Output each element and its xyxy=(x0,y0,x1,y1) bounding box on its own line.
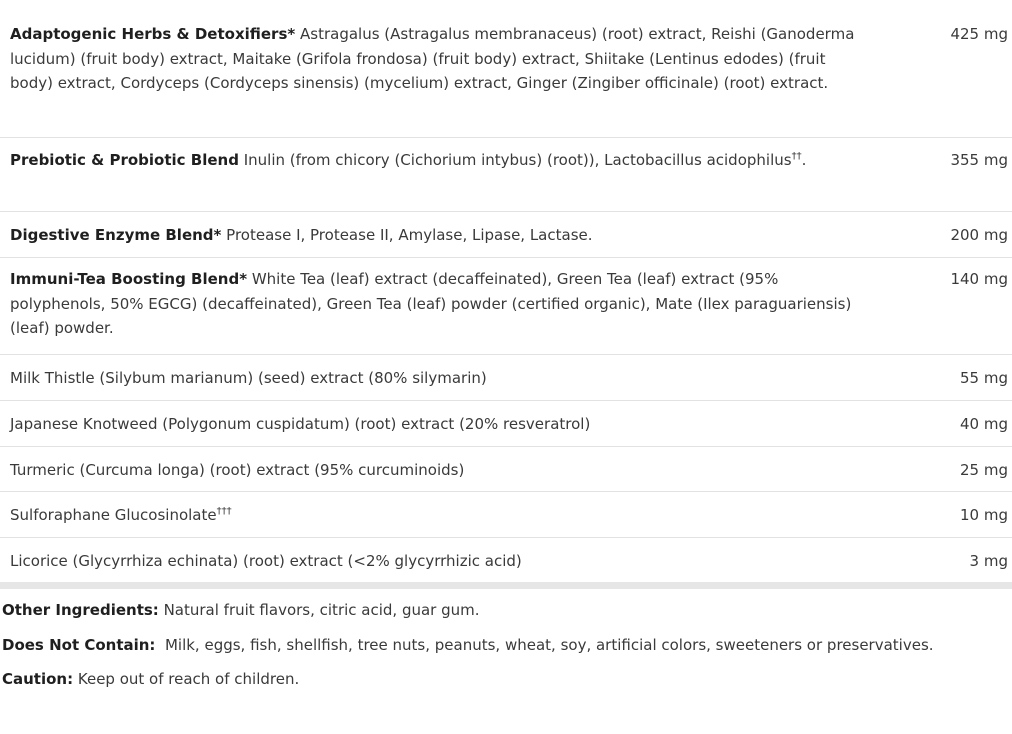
blend-detail: Astragalus (Astragalus membranaceus) (root) extract, Reishi (Ganoderma lucidum) (fruit body) extract, Maitake (Grifola frondosa) (fruit body) extract, Shiitake (Lentinus edodes) (fruit body) extract, Cordyceps (Cordyceps sinensis) (mycelium) extract, Ginger (Zingiber officinale) (root) extract. xyxy=(10,25,855,92)
footnote-marker: †† xyxy=(791,151,802,162)
ingredient-row-turmeric xyxy=(0,447,1012,492)
blend-detail: Inulin (from chicory (Cichorium intybus) (root)), Lactobacillus acidophilus xyxy=(238,151,792,169)
blend-name: Prebiotic & Probiotic Blend xyxy=(10,151,239,169)
other-ingredients xyxy=(2,598,1012,623)
ingredient-amount: 25 mg xyxy=(960,461,1008,479)
ingredient-description xyxy=(0,503,860,528)
ingredient-row-licorice xyxy=(0,538,1012,582)
ingredient-amount: 55 mg xyxy=(960,369,1008,387)
ingredient-amount: 40 mg xyxy=(960,415,1008,433)
ingredient-row-japanese-knotweed xyxy=(0,401,1012,447)
does-not-contain-label: Does Not Contain: xyxy=(2,635,156,654)
blend-detail: Sulforaphane Glucosinolate xyxy=(10,506,217,524)
ingredient-amount: 200 mg xyxy=(950,226,1008,244)
ingredient-description xyxy=(0,148,860,173)
other-ingredients-label: Other Ingredients: xyxy=(2,601,159,619)
ingredient-row-immuni-tea xyxy=(0,258,1012,355)
ingredient-amount: 3 mg xyxy=(969,552,1008,570)
caution-label: Caution: xyxy=(2,670,74,688)
ingredient-description: Licorice (Glycyrrhiza echinata) (root) extract (<2% glycyrrhizic acid) xyxy=(10,552,522,570)
ingredient-description xyxy=(0,22,860,96)
footnote-marker: ††† xyxy=(216,506,232,517)
caution-text: Keep out of reach of children. xyxy=(73,670,300,688)
footnotes xyxy=(0,598,1012,702)
ingredient-amount: 10 mg xyxy=(960,506,1008,524)
ingredient-row-prebiotic xyxy=(0,138,1012,212)
ingredient-amount: 140 mg xyxy=(950,270,1008,288)
does-not-contain xyxy=(2,633,1012,658)
caution xyxy=(2,667,1012,692)
ingredient-row-digestive xyxy=(0,212,1012,258)
does-not-contain-text: Milk, eggs, fish, shellfish, tree nuts, peanuts, wheat, soy, artificial colors, sweeteners or preservatives. xyxy=(155,635,934,654)
blend-detail-tail: . xyxy=(801,151,807,169)
ingredient-description xyxy=(0,223,860,248)
ingredient-row-sulforaphane xyxy=(0,492,1012,538)
ingredient-row-milk-thistle xyxy=(0,355,1012,401)
blend-name: Immuni-Tea Boosting Blend* xyxy=(10,270,248,288)
ingredient-description xyxy=(0,267,860,341)
ingredient-amount: 355 mg xyxy=(950,151,1008,169)
ingredient-description: Milk Thistle (Silybum marianum) (seed) extract (80% silymarin) xyxy=(10,369,487,387)
blend-detail: White Tea (leaf) extract (decaffeinated), Green Tea (leaf) extract (95% polyphenols, 50% EGCG) (decaffeinated), Green Tea (leaf) powder (certified organic), Mate (Ilex paraguariensis) (leaf) powder. xyxy=(10,270,852,337)
ingredient-description: Turmeric (Curcuma longa) (root) extract (95% curcuminoids) xyxy=(10,461,465,479)
ingredient-amount: 425 mg xyxy=(950,25,1008,43)
ingredient-description: Japanese Knotweed (Polygonum cuspidatum) (root) extract (20% resveratrol) xyxy=(10,415,591,433)
ingredient-row-adaptogenic xyxy=(0,0,1012,138)
blend-detail: Protease I, Protease II, Amylase, Lipase, Lactase. xyxy=(221,226,593,244)
blend-name: Digestive Enzyme Blend* xyxy=(10,226,222,244)
other-ingredients-text: Natural fruit flavors, citric acid, guar gum. xyxy=(158,601,480,619)
blend-name: Adaptogenic Herbs & Detoxifiers* xyxy=(10,25,296,43)
